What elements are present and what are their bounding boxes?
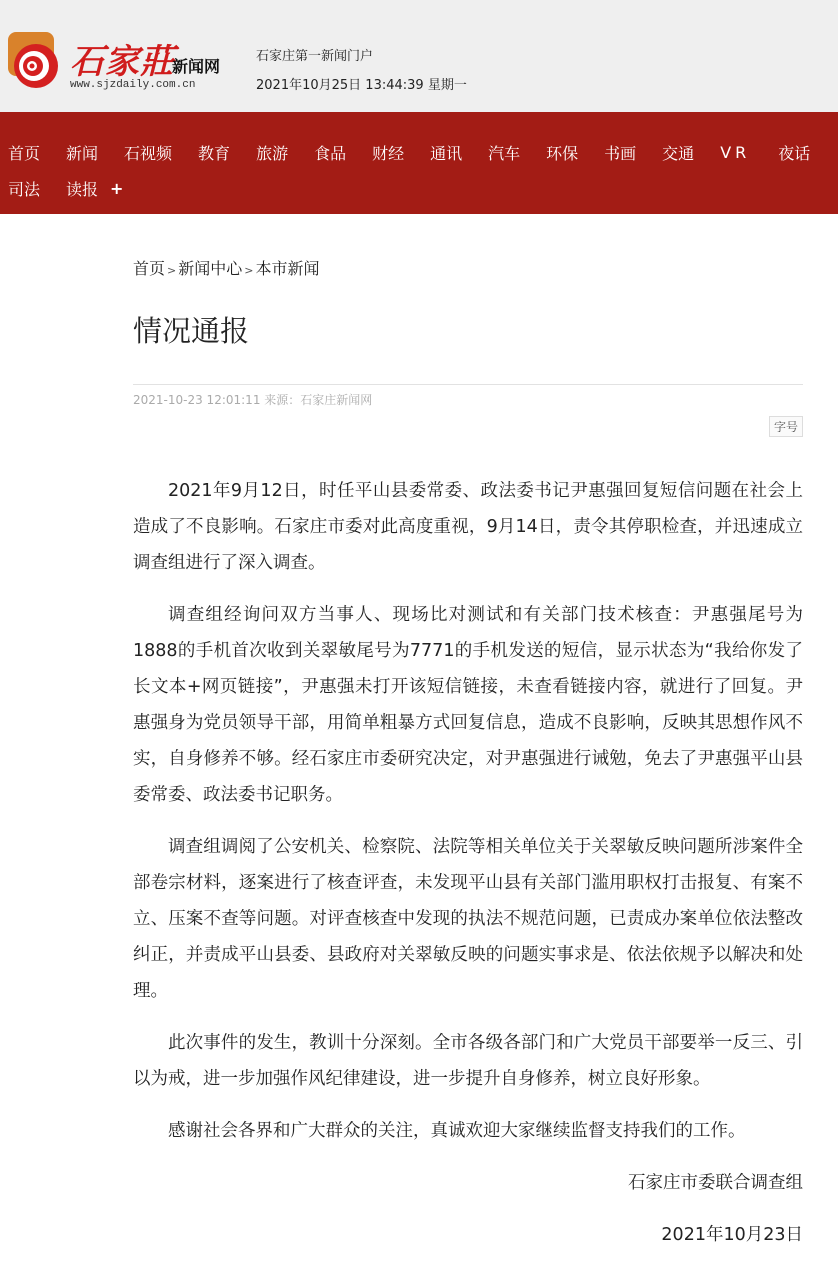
nav-item-education[interactable]: 教育	[198, 143, 231, 163]
article-paragraph: 2021年9月12日，时任平山县委常委、政法委书记尹惠强回复短信问题在社会上造成了不良影响。石家庄市委对此高度重视，9月14日，责令其停职检查，并迅速成立调查组进行了深入调查。	[133, 481, 803, 573]
article-header	[133, 256, 803, 437]
nav-item-newspaper[interactable]: 读报	[66, 179, 99, 199]
article-title: 情况通报	[133, 314, 250, 348]
breadcrumb-local-news[interactable]: 本市新闻	[255, 259, 320, 278]
logo-subtitle: 新闻网	[172, 57, 221, 76]
breadcrumb-news-center[interactable]: 新闻中心	[178, 259, 243, 278]
nav-item-video[interactable]: 石视频	[124, 143, 173, 163]
main-nav	[0, 112, 838, 214]
font-size-button[interactable]: 字号	[769, 416, 803, 437]
article-paragraph: 调查组经询问双方当事人、现场比对测试和有关部门技术核查：尹惠强尾号为1888的手机首次收到关翠敏尾号为7771的手机发送的短信，显示状态为“我给你发了长文本+网页链接”，尹惠强未打开该短信链接，未查看链接内容，就进行了回复。尹惠强身为党员领导干部，用简单粗暴方式回复信息，造成不良影响，反映其思想作风不实，自身修养不够。经石家庄市委研究决定，对尹惠强进行诫勉，免去了尹惠强平山县委常委、政法委书记职务。	[133, 605, 803, 805]
site-tagline: 石家庄第一新闻门户	[256, 49, 374, 64]
article-meta: 2021-10-23 12:01:11 来源：石家庄新闻网	[133, 384, 803, 408]
nav-item-judicial[interactable]: 司法	[8, 179, 41, 199]
nav-row-2	[8, 170, 838, 206]
breadcrumb-separator: >	[244, 264, 254, 277]
logo-text: 石家莊	[70, 42, 175, 82]
article-paragraph: 调查组调阅了公安机关、检察院、法院等相关单位关于关翠敏反映问题所涉案件全部卷宗材料，逐案进行了核查评查，未发现平山县有关部门滥用职权打击报复、有案不立、压案不查等问题。对评查核查中发现的执法不规范问题，已责成办案单位依法整改纠正，并责成平山县委、县政府对关翠敏反映的问题实事求是、依法依规予以解决和处理。	[133, 837, 803, 1001]
breadcrumb	[133, 256, 803, 279]
article-body	[133, 473, 803, 1269]
nav-item-vr[interactable]: VR	[720, 142, 751, 162]
nav-item-auto[interactable]: 汽车	[488, 143, 521, 163]
nav-item-traffic[interactable]: 交通	[662, 143, 695, 163]
article-paragraph: 感谢社会各界和广大群众的关注，真诚欢迎大家继续监督支持我们的工作。	[168, 1121, 746, 1141]
logo-url: www.sjzdaily.com.cn	[70, 79, 196, 91]
site-header	[0, 0, 838, 112]
nav-item-food[interactable]: 食品	[314, 143, 347, 163]
nav-item-environment[interactable]: 环保	[546, 143, 579, 163]
article-signature: 石家庄市委联合调查组	[628, 1173, 803, 1193]
nav-item-finance[interactable]: 财经	[372, 143, 405, 163]
article-date: 2021年10月23日	[661, 1225, 803, 1245]
article-paragraph: 此次事件的发生，教训十分深刻。全市各级各部门和广大党员干部要举一反三、引以为戒，进一步加强作风纪律建设，进一步提升自身修养，树立良好形象。	[133, 1033, 803, 1089]
logo-swirl-icon	[8, 32, 60, 88]
nav-item-night-talk[interactable]: 夜话	[778, 143, 811, 163]
nav-item-news[interactable]: 新闻	[66, 143, 99, 163]
nav-item-telecom[interactable]: 通讯	[430, 143, 463, 163]
breadcrumb-home[interactable]: 首页	[133, 259, 166, 278]
site-logo[interactable]	[8, 32, 233, 94]
nav-row-1	[8, 134, 838, 170]
nav-more-button[interactable]: +	[110, 178, 124, 198]
nav-item-travel[interactable]: 旅游	[256, 143, 289, 163]
breadcrumb-separator: >	[167, 264, 177, 277]
nav-item-home[interactable]: 首页	[8, 143, 41, 163]
nav-item-calligraphy[interactable]: 书画	[604, 143, 637, 163]
current-datetime: 2021年10月25日 13:44:39 星期一	[256, 78, 467, 93]
